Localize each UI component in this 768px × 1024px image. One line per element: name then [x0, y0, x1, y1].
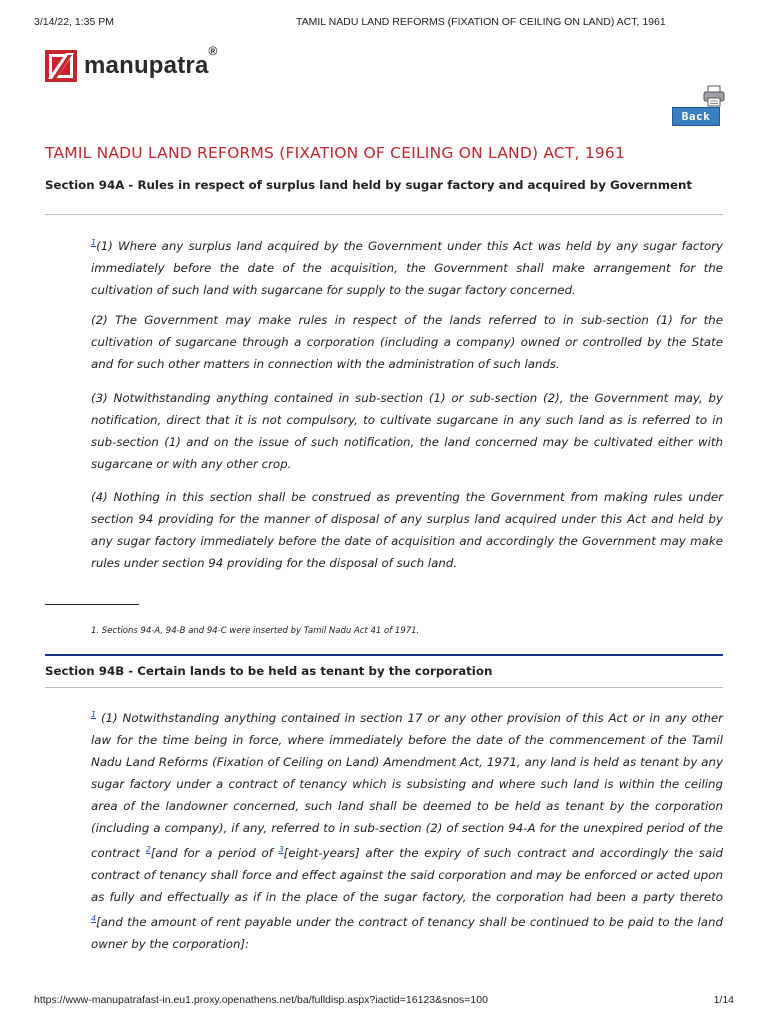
footnote-link-1[interactable]: 1 — [91, 710, 97, 719]
page-number: 1/14 — [713, 994, 734, 1006]
section-94b-divider — [45, 687, 723, 688]
section-94b-heading: Section 94B - Certain lands to be held as tenant by the corporation — [45, 664, 493, 678]
section-94a-para-1: $^1$(1) Where any surplus land acquired by the Government under this Act was held by any sugar factory immediately before the date of the acquisition, the Government shall make arrangement for the cultivation of such land with sugarcane for supply to the sugar factory concerned. — [91, 238, 723, 297]
section-94a-para-4: (4) Nothing in this section shall be construed as preventing the Government from making rules under section 94 providing for the manner of disposal of any surplus land acquired under this Act and held by any sugar factory immediately before the date of acquisition and accordingly the Government may make rules under section 94 providing for the disposal of such land. — [91, 490, 723, 570]
print-doc-title: TAMIL NADU LAND REFORMS (FIXATION OF CEILING ON LAND) ACT, 1961 — [296, 16, 666, 28]
section-94a-heading: Section 94A - Rules in respect of surplus land held by sugar factory and acquired by Government — [45, 178, 693, 192]
printer-icon[interactable] — [703, 85, 725, 107]
manupatra-logo[interactable] — [44, 44, 218, 83]
manupatra-logo-icon — [44, 49, 78, 83]
section-94a-divider — [45, 214, 723, 215]
section-94b-para-1: $^1$ (1) Notwithstanding anything contained in section 17 or any other provision of this Act or in any other law for the time being in force, where immediately before the date of the commencement of the Tamil Nadu Land Reforms (Fixation of Ceiling on Land) Amendment Act, 1971, any land is held as tenant by any sugar factory under a contract of tenancy which is subsisting and where such land is within the ceiling area of the landowner concerned, such land shall be deemed to be held as tenant by the corporation (including a company), if any, referred to in sub-section (2) of section 94-A for the unexpired period of the contract $^2$[and for a period of $^3$[eight-years] after the expiry of such contract and accordingly the said contract of tenancy shall force and effect against the said corporation and may be enforced or acted upon as fully and effectually as if in the place of the sugar factory, the corporation had been a party thereto $^4$[and the amount of rent payable under the contract of tenancy shall be continued to be paid to the land owner by the corporation]: — [91, 710, 724, 951]
act-title: TAMIL NADU LAND REFORMS (FIXATION OF CEILING ON LAND) ACT, 1961 — [45, 144, 626, 162]
print-url: https://www-manupatrafast-in.eu1.proxy.openathens.net/ba/fulldisp.aspx?iactid=16123&snos=100 — [34, 994, 488, 1006]
section-94a-para-3: (3) Notwithstanding anything contained in sub-section (1) or sub-section (2), the Government may, by notification, direct that it is not compulsory, to cultivate sugarcane in any such land as is referred to in sub-section (1) and on the issue of such notification, the land concerned may be cultivated either with sugarcane or with any other crop. — [91, 391, 723, 471]
section-94a-para-2: (2) The Government may make rules in respect of the lands referred to in sub-section (1) for the cultivation of sugarcane through a corporation (including a company) owned or controlled by the State and for such other matters in connection with the administration of such lands. — [91, 313, 723, 371]
print-header — [34, 16, 734, 30]
print-footer — [34, 994, 734, 1008]
footnote-link-1[interactable]: 1 — [91, 238, 97, 247]
footnote-link-2[interactable]: 2 — [145, 844, 151, 854]
footnote-separator — [45, 604, 139, 605]
logo-wordmark: manupatra® — [84, 44, 218, 79]
footnote-link-4[interactable]: 4 — [91, 913, 97, 923]
footnote-text: 1. Sections 94-A, 94-B and 94-C were inserted by Tamil Nadu Act 41 of 1971. — [91, 626, 420, 636]
footnote-link-3[interactable]: 3 — [278, 844, 284, 854]
back-button[interactable]: Back — [672, 107, 720, 126]
print-datetime: 3/14/22, 1:35 PM — [34, 16, 114, 28]
section-separator — [45, 654, 723, 656]
